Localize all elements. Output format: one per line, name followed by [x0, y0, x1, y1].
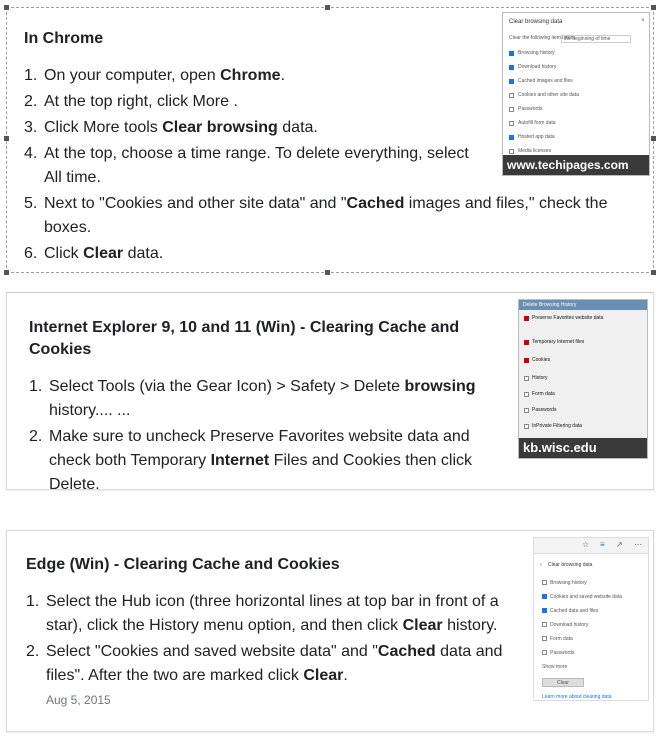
resize-handle[interactable] — [325, 5, 330, 10]
ie-steps — [29, 375, 499, 499]
list-item: 2. Make sure to uncheck Preserve Favorites website data and check both Temporary Internet Files and Cookies then click Delete. — [29, 428, 472, 493]
more-icon: ⋯ — [634, 540, 642, 549]
clear-button: Clear — [542, 678, 584, 687]
resize-handle[interactable] — [4, 270, 9, 275]
share-icon: ↗ — [616, 540, 623, 549]
chrome-title: In Chrome — [24, 30, 104, 47]
edge-card — [6, 530, 654, 732]
list-item: 3. Click More tools Clear browsing data. — [24, 119, 318, 136]
list-item: 2. Select "Cookies and saved website data" and "Cached data and files". After the two are marked click Clear. — [26, 643, 503, 684]
list-item: 2. At the top right, click More . — [24, 93, 238, 110]
list-item: 6. Click Clear data. — [24, 245, 164, 262]
star-icon: ☆ — [582, 540, 590, 549]
list-item: 5. Next to "Cookies and other site data" and "Cached images and files," check the boxes. — [24, 195, 608, 236]
list-item: 1. Select Tools (via the Gear Icon) > Safety > Delete browsing history.... ... — [29, 378, 476, 419]
ie-screenshot-thumbnail: Delete Browsing History Preserve Favorites website data Temporary Internet files Cookies History Form data Passwords InPrivate Filtering data kb.wisc.edu — [518, 299, 648, 459]
thumbnail-watermark: kb.wisc.edu — [519, 438, 647, 458]
resize-handle[interactable] — [651, 270, 656, 275]
resize-handle[interactable] — [651, 5, 656, 10]
post-date: Aug 5, 2015 — [46, 693, 111, 707]
chrome-card — [6, 7, 654, 273]
close-icon: × — [641, 18, 645, 24]
resize-handle[interactable] — [325, 270, 330, 275]
list-item: 1. Select the Hub icon (three horizontal lines at top bar in front of a star), click the History menu option, and then click Clear history. — [26, 593, 499, 634]
back-icon: ‹ — [540, 562, 542, 568]
resize-handle[interactable] — [651, 136, 656, 141]
edge-screenshot-thumbnail: ☆ ≡ ↗ ⋯ ‹ Clear browsing data Browsing history Cookies and saved website data Cached data and files Download history Form data Passwords Show more Clear Learn more about clearing data — [533, 537, 649, 701]
thumbnail-watermark: www.techipages.com — [503, 155, 649, 175]
list-item: 1. On your computer, open Chrome. — [24, 67, 286, 84]
edge-title: Edge (Win) - Clearing Cache and Cookies — [26, 556, 340, 573]
ie-title: Internet Explorer 9, 10 and 11 (Win) - Clearing Cache and Cookies — [29, 319, 460, 358]
resize-handle[interactable] — [4, 136, 9, 141]
chrome-screenshot-thumbnail: Clear browsing data × Clear the following items from the beginning of time Browsing history Download history Cached images and files Cookies and other site data Passwords Autofill form data Hosted app data Media licenses www.techipages.com — [502, 12, 650, 176]
edge-steps — [26, 590, 526, 690]
resize-handle[interactable] — [4, 5, 9, 10]
ie-card — [6, 292, 654, 493]
list-item: 4. At the top, choose a time range. To delete everything, select All time. — [24, 145, 469, 186]
hub-icon: ≡ — [600, 540, 605, 549]
